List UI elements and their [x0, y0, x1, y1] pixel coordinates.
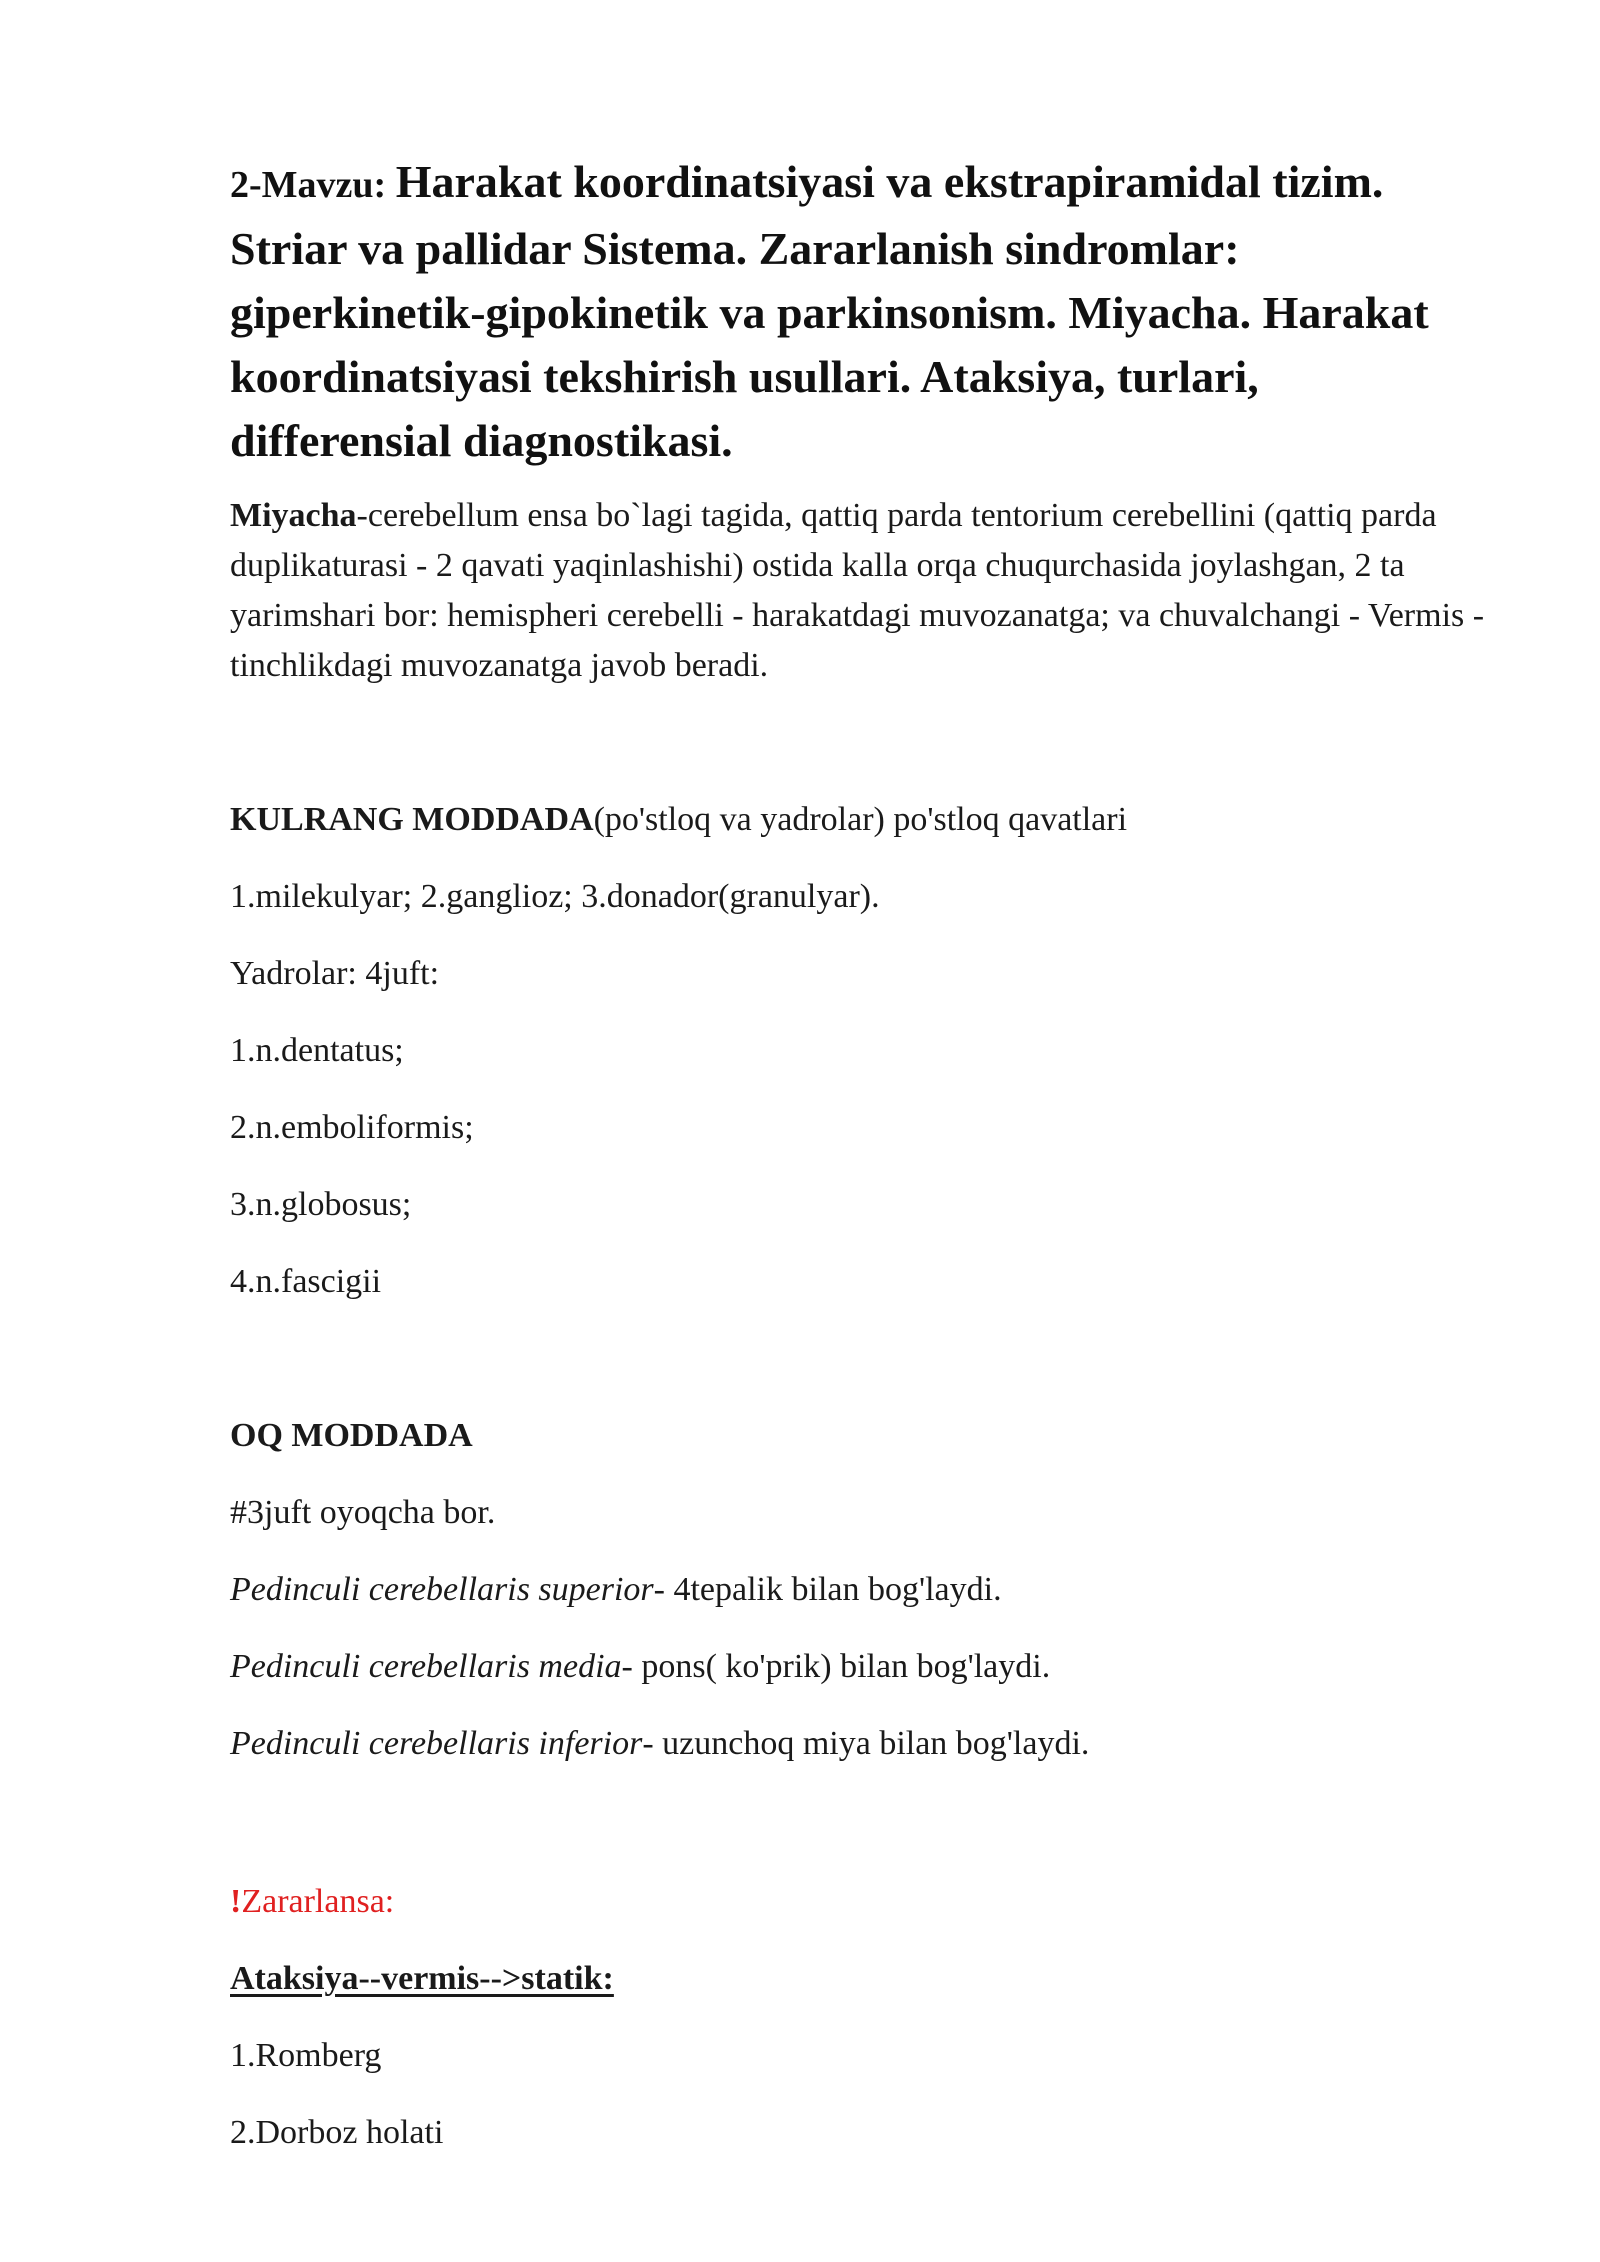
nucleus-item: 4.n.fascigii: [230, 1263, 382, 1300]
white-matter-summary: #3juft oyoqcha bor.: [230, 1494, 496, 1531]
nucleus-item: 2.n.emboliformis;: [230, 1109, 474, 1146]
peduncle-name: Pedinculi cerebellaris media: [230, 1648, 622, 1685]
damage-heading: [230, 1877, 1490, 1927]
peduncle-item: [230, 1565, 1490, 1615]
test-item: 2.Dorboz holati: [230, 2114, 444, 2151]
peduncle-item: [230, 1719, 1490, 1769]
topic-number: 2-Mavzu:: [230, 164, 396, 206]
grey-matter-subtitle: (po'stloq va yadrolar) po'stloq qavatlari: [593, 801, 1128, 838]
ataxia-heading: [230, 1954, 1490, 2004]
topic-title-text: Harakat koordinatsiyasi va ekstrapiramidal tizim. Striar va pallidar Sistema. Zararlanish sindromlar: giperkinetik-gipokinetik va parkinsonism. Miyacha. Harakat koordinatsiyasi tekshirish usullari. Ataksiya, turlari, differensial diagnostikasi.: [230, 156, 1429, 466]
damage-label: Zararlansa:: [241, 1883, 395, 1920]
intro-term: Miyacha: [230, 497, 357, 534]
peduncle-name: Pedinculi cerebellaris inferior: [230, 1725, 643, 1762]
exclamation-icon: !: [230, 1883, 242, 1920]
nuclei-label: Yadrolar: 4juft:: [230, 955, 440, 992]
intro-paragraph: [230, 491, 1490, 691]
nucleus-item: 3.n.globosus;: [230, 1186, 412, 1223]
grey-matter-heading: [230, 795, 1490, 845]
document-page: [230, 150, 1490, 2158]
peduncle-item: [230, 1642, 1490, 1692]
topic-title: [230, 150, 1490, 473]
test-item: 1.Romberg: [230, 2037, 382, 2074]
peduncle-text: - uzunchoq miya bilan bog'laydi.: [642, 1725, 1090, 1762]
cortex-layers: 1.milekulyar; 2.ganglioz; 3.donador(granulyar).: [230, 878, 880, 915]
intro-text: -cerebellum ensa bo`lagi tagida, qattiq parda tentorium cerebellini (qattiq parda duplikaturasi - 2 qavati yaqinlashishi) ostida kalla orqa chuqurchasida joylashgan, 2 ta yarimshari bor: hemispheri cerebelli - harakatdagi muvozanatga; va chuvalchangi - Vermis -tinchlikdagi muvozanatga javob beradi.: [230, 497, 1485, 684]
peduncle-name: Pedinculi cerebellaris superior: [230, 1571, 654, 1608]
ataxia-heading-text: Ataksiya--vermis-->statik:: [230, 1960, 614, 1997]
nucleus-item: 1.n.dentatus;: [230, 1032, 404, 1069]
peduncle-text: - pons( ko'prik) bilan bog'laydi.: [621, 1648, 1051, 1685]
white-matter-heading: OQ MODDADA: [230, 1417, 473, 1454]
grey-matter-title: KULRANG MODDADA: [230, 801, 594, 838]
peduncle-text: - 4tepalik bilan bog'laydi.: [653, 1571, 1002, 1608]
